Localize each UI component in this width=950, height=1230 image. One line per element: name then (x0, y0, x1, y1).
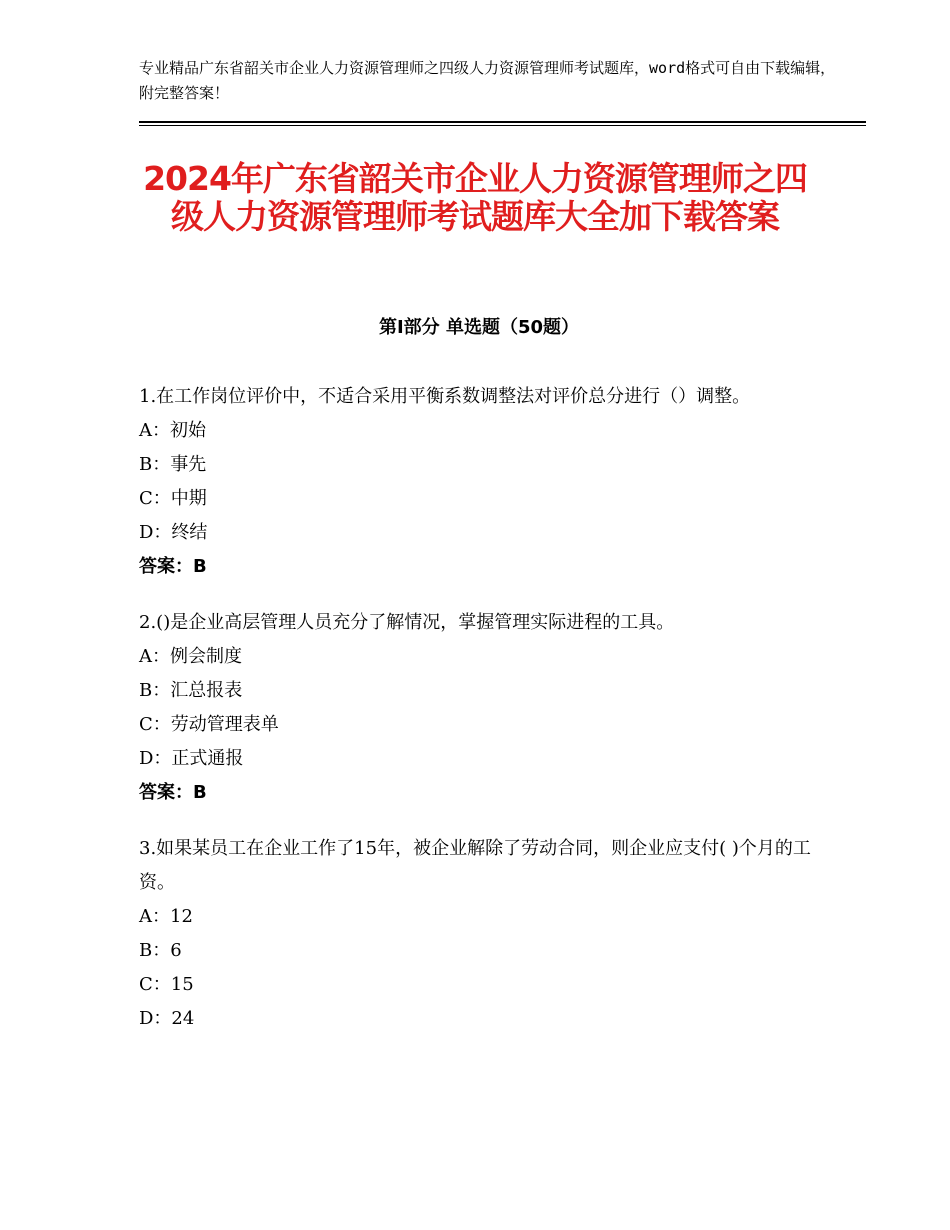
option-b: B：6 (139, 940, 182, 961)
answer-line: 答案：B (139, 782, 207, 803)
option-d: D：终结 (139, 522, 208, 543)
section-title: 第Ⅰ部分 单选题（50题） (378, 317, 579, 338)
question-list (139, 380, 819, 1058)
question-2 (139, 606, 819, 810)
option-d: D：正式通报 (139, 748, 244, 769)
question-stem: 3.如果某员工在企业工作了15年，被企业解除了劳动合同，则企业应支付( )个月的工资。 (139, 838, 811, 893)
option-a: A：例会制度 (139, 646, 242, 667)
option-a: A：初始 (139, 420, 206, 441)
option-c: C：中期 (139, 488, 207, 509)
option-b: B：汇总报表 (139, 680, 243, 701)
header-rule-thin (139, 125, 866, 126)
question-stem: 1.在工作岗位评价中，不适合采用平衡系数调整法对评价总分进行（）调整。 (139, 386, 751, 407)
header-rule-thick (139, 121, 866, 123)
question-3 (139, 832, 819, 1036)
header-note: 专业精品广东省韶关市企业人力资源管理师之四级人力资源管理师考试题库，word格式可自由下载编辑，附完整答案！ (139, 59, 836, 102)
option-c: C：劳动管理表单 (139, 714, 279, 735)
document-title: 2024年广东省韶关市企业人力资源管理师之四级人力资源管理师考试题库大全加下载答案 (143, 159, 807, 236)
option-d: D：24 (139, 1008, 195, 1029)
question-stem: 2.()是企业高层管理人员充分了解情况，掌握管理实际进程的工具。 (139, 612, 675, 633)
answer-line: 答案：B (139, 556, 207, 577)
option-a: A：12 (139, 906, 193, 927)
option-b: B：事先 (139, 454, 207, 475)
question-1 (139, 380, 819, 584)
option-c: C：15 (139, 974, 194, 995)
